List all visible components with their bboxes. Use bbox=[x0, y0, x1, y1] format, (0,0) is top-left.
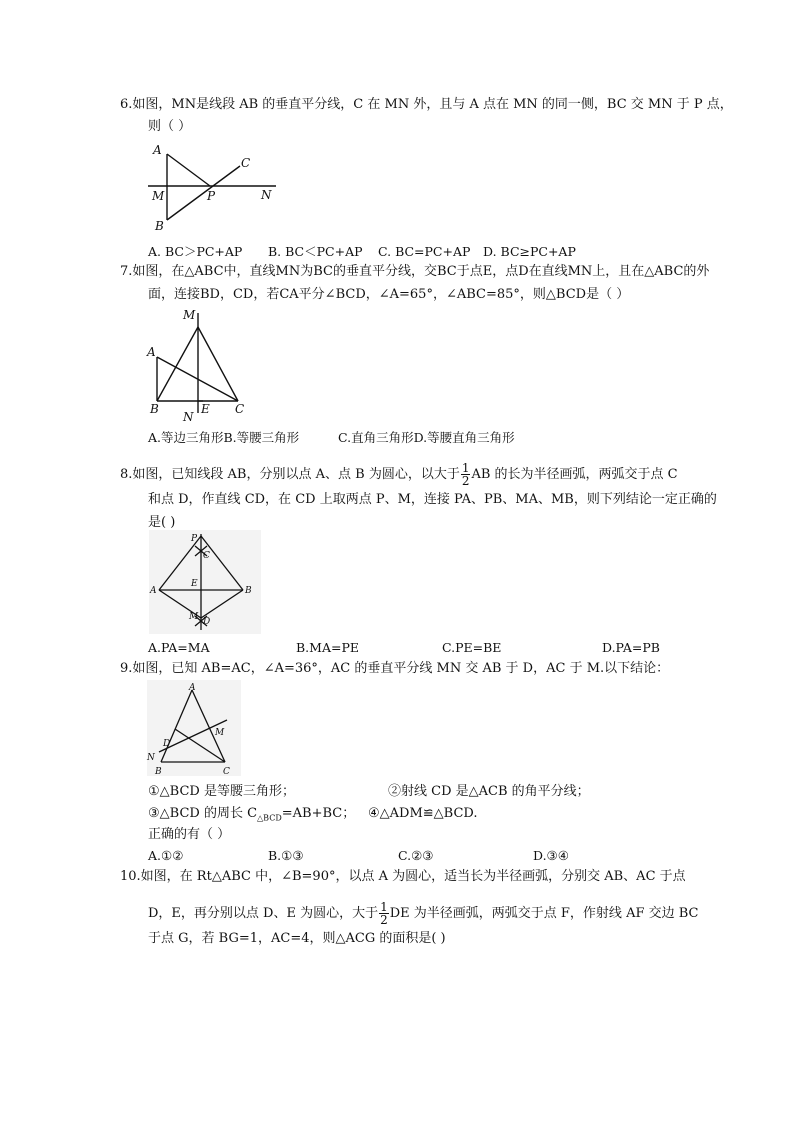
q7-option-cd: C.直角三角形D.等腰直角三角形 bbox=[338, 430, 515, 445]
q6-line2: 则（ ） bbox=[148, 119, 192, 134]
q7-line2: 面，连接BD，CD，若CA平分∠BCD，∠A=65°，∠ABC=85°，则△BCD是（ ） bbox=[148, 287, 630, 302]
q7-label-m: M bbox=[183, 308, 196, 322]
q9-s3-a: ③△BCD 的周长 C bbox=[148, 806, 258, 821]
q8-label-e: E bbox=[191, 579, 198, 589]
q8-option-d: D.PA=PB bbox=[602, 640, 660, 655]
q9-label-n: N bbox=[147, 753, 155, 763]
q10-line1: 10.如图，在 Rt△ABC 中，∠B=90°，以点 A 为圆心，适当长为半径画弧，分别交 AB、AC 于点 bbox=[120, 869, 686, 884]
q8-label-d: D bbox=[203, 617, 211, 627]
q7-figure bbox=[145, 305, 260, 424]
q8-frac-den: 2 bbox=[461, 474, 470, 488]
q7-label-n: N bbox=[183, 410, 194, 424]
q8-figure bbox=[145, 530, 265, 635]
q6-label-n: N bbox=[261, 188, 272, 202]
q6-option-c: C. BC=PC+AP bbox=[378, 244, 471, 259]
q6-label-b: B bbox=[155, 219, 164, 233]
q9-correct-prompt: 正确的有（ ） bbox=[148, 827, 231, 842]
q9-label-m: M bbox=[215, 728, 225, 738]
q6-label-m: M bbox=[152, 189, 165, 203]
q9-option-c: C.②③ bbox=[398, 848, 434, 863]
q9-statement-3 bbox=[148, 806, 355, 827]
q7-label-c: C bbox=[235, 402, 245, 416]
q10-line2-a: D，E，再分别以点 D、E 为圆心，大于 bbox=[148, 906, 379, 921]
q9-label-a: A bbox=[189, 683, 196, 693]
q8-label-c: C bbox=[203, 551, 210, 561]
q9-label-d: D bbox=[163, 739, 171, 749]
q6-option-a: A. BC＞PC+AP bbox=[148, 244, 243, 259]
q8-option-a: A.PA=MA bbox=[148, 640, 210, 655]
q8-line1-b: AB 的长为半径画弧，两弧交于点 C bbox=[471, 467, 678, 482]
q7-label-e: E bbox=[201, 402, 210, 416]
q10-line2 bbox=[148, 901, 698, 926]
q6-label-p: P bbox=[207, 189, 216, 203]
q9-option-d: D.③④ bbox=[533, 848, 569, 863]
q8-fraction bbox=[461, 462, 471, 487]
q9-statement-2: ②射线 CD 是△ACB 的角平分线； bbox=[388, 784, 590, 799]
q6-figure bbox=[140, 140, 290, 235]
q9-label-c: C bbox=[223, 767, 230, 777]
q9-figure bbox=[145, 678, 245, 778]
q6-option-b: B. BC＜PC+AP bbox=[268, 244, 363, 259]
q8-frac-num: 1 bbox=[461, 461, 470, 475]
q8-line1-a: 8.如图，已知线段 AB，分别以点 A、点 B 为圆心，以大于 bbox=[120, 467, 460, 482]
q8-label-m: M bbox=[189, 612, 199, 622]
q9-label-b: B bbox=[155, 767, 162, 777]
q6-label-a: A bbox=[153, 143, 162, 157]
q8-label-b: B bbox=[245, 586, 252, 596]
q9-s3-sub: △BCD bbox=[257, 813, 282, 823]
q9-option-a: A.①② bbox=[148, 848, 184, 863]
q7-label-b: B bbox=[150, 402, 159, 416]
q8-line3: 是( ) bbox=[148, 515, 176, 530]
q9-statement-1: ①△BCD 是等腰三角形； bbox=[148, 784, 295, 799]
q8-option-b: B.MA=PE bbox=[296, 640, 359, 655]
q10-line2-b: DE 为半径画弧，两弧交于点 F，作射线 AF 交边 BC bbox=[389, 906, 699, 921]
q7-label-a: A bbox=[147, 345, 156, 359]
q9-line1: 9.如图，已知 AB=AC，∠A=36°，AC 的垂直平分线 MN 交 AB 于 D，AC 于 M.以下结论： bbox=[120, 661, 670, 676]
q8-line2: 和点 D，作直线 CD，在 CD 上取两点 P、M，连接 PA、PB、MA、MB，则下列结论一定正确的 bbox=[148, 492, 717, 507]
q9-s3-b: =AB+BC； bbox=[281, 806, 356, 821]
q8-label-p: P bbox=[191, 534, 198, 544]
q10-frac-den: 2 bbox=[380, 913, 388, 927]
q8-option-c: C.PE=BE bbox=[442, 640, 502, 655]
q10-fraction bbox=[379, 901, 389, 926]
q9-option-b: B.①③ bbox=[268, 848, 304, 863]
q7-option-ab: A.等边三角形B.等腰三角形 bbox=[148, 430, 300, 445]
q6-label-c: C bbox=[241, 156, 251, 170]
q8-label-a: A bbox=[150, 586, 157, 596]
q10-frac-num: 1 bbox=[380, 900, 388, 914]
q10-line3: 于点 G，若 BG=1，AC=4，则△ACG 的面积是( ) bbox=[148, 931, 446, 946]
q6-line1: 6.如图，MN是线段 AB 的垂直平分线，C 在 MN 外，且与 A 点在 MN 的同一侧，BC 交 MN 于 P 点， bbox=[120, 97, 733, 112]
q9-statement-4: ④△ADM≌△BCD. bbox=[368, 806, 478, 821]
q8-line1 bbox=[120, 462, 678, 487]
q6-option-d: D. BC≥PC+AP bbox=[483, 244, 576, 259]
q7-line1: 7.如图，在△ABC中，直线MN为BC的垂直平分线，交BC于点E，点D在直线MN上，且在△ABC的外 bbox=[120, 264, 710, 279]
